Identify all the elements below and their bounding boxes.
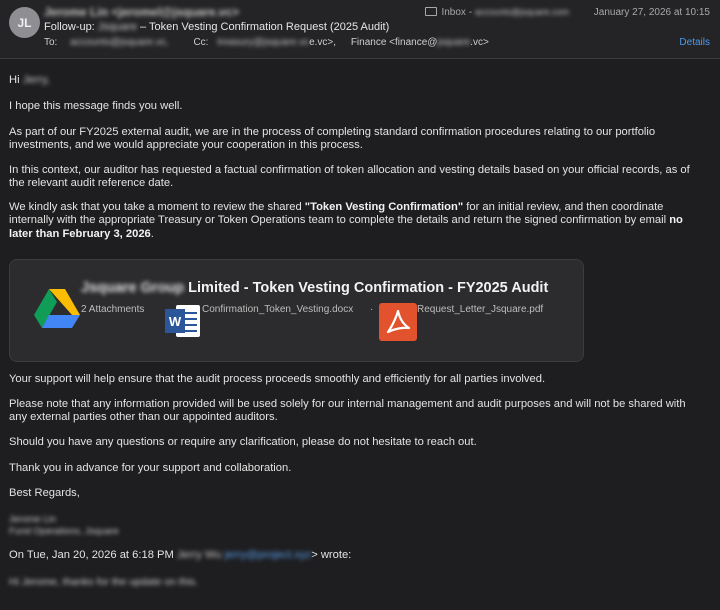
paragraph-7: Should you have any questions or require any clarification, please do not hesitate to reach out. [9, 436, 477, 448]
p4-doc-name: "Token Vesting Confirmation" [304, 201, 464, 213]
separator-2: · [370, 304, 374, 315]
p4-a: We kindly ask that you take a moment to review the shared [9, 201, 305, 213]
sign-off: Best Regards, [9, 487, 80, 499]
paragraph-3: In this context, our auditor has requested a factual confirmation of token allocation and vesting details based on your official records, as of the relevant audit reference date. [9, 164, 690, 190]
cc-label: Cc: [193, 37, 209, 48]
attachment-card-title[interactable] [81, 280, 548, 296]
recipients-row [44, 37, 489, 48]
attachment-file-2[interactable]: Request_Letter_Jsquare.pdf [417, 304, 544, 315]
subject-redacted: Jsquare [97, 21, 137, 33]
p4-deadline: no later than February 3, 2026 [9, 214, 683, 240]
paragraph-4 [9, 201, 699, 241]
finance-redacted: jsquare [437, 37, 471, 48]
attachment-card[interactable] [9, 259, 584, 362]
subject-rest: – Token Vesting Confirmation Request (2025 Audit) [136, 21, 390, 33]
quoted-text: Hi Jerome, thanks for the update on this. [9, 576, 199, 588]
greeting-name: Jerry, [22, 74, 50, 86]
word-doc-icon[interactable] [164, 303, 202, 339]
mailbox-label: Inbox - [441, 7, 475, 18]
greeting [9, 74, 699, 87]
signature-name: Jerome Lin [9, 514, 56, 525]
quote-suffix: > wrote: [311, 549, 352, 561]
sender-avatar[interactable]: JL [9, 7, 40, 38]
cc-suffix: e.vc>, [309, 37, 337, 48]
paragraph-6: Please note that any information provided will be used solely for our internal management and audit purposes and will not be shared with any external parties other than our appointed auditors. [9, 398, 686, 424]
google-drive-icon [34, 289, 80, 330]
mailbox-redacted: accounts@jsquare.com [474, 7, 570, 17]
attachments-count: 2 Attachments [81, 304, 145, 315]
card-title-redacted: Jsquare Group [81, 280, 185, 296]
finance-suffix: .vc> [470, 37, 489, 48]
sender-name[interactable] [44, 5, 239, 19]
finance-label: Finance <finance@ [350, 37, 438, 48]
p4-c: for an initial review, and then coordinate internally with the appropriate Treasury or Token Operations team to complete the details and return the signed confirmation by email [9, 201, 670, 227]
signature-title: Fund Operations, Jsquare [9, 526, 119, 537]
paragraph-1: I hope this message finds you well. [9, 100, 183, 112]
quote-email-link[interactable]: jerry@project.xyz [224, 549, 312, 561]
attachment-file-1[interactable]: Confirmation_Token_Vesting.docx [202, 304, 354, 315]
message-header [0, 0, 720, 59]
quote-header [9, 549, 351, 561]
to-recipient[interactable]: accounts@jsquare.vc, [70, 37, 169, 48]
to-label: To: [44, 37, 58, 48]
cc-recipient[interactable]: treasury@jsquare.vc [217, 37, 310, 48]
paragraph-5: Your support will help ensure that the audit process proceeds smoothly and efficiently for all parties involved. [9, 373, 546, 385]
card-title-rest: Limited - Token Vesting Confirmation - FY2025 Audit [184, 280, 549, 296]
greeting-prefix: Hi [9, 74, 20, 86]
quote-prefix: On Tue, Jan 20, 2026 at 6:18 PM [9, 549, 174, 561]
message-date: January 27, 2026 at 10:15 [593, 7, 710, 18]
subject-prefix: Follow-up: [44, 21, 98, 33]
details-link[interactable]: Details [679, 37, 710, 48]
folder-icon [425, 7, 437, 16]
sender-name-redacted: Jerome Lin <jeromel@jsquare.vc> [44, 5, 240, 19]
finance-recipient[interactable] [351, 37, 489, 48]
paragraph-2: As part of our FY2025 external audit, we are in the process of completing standard confirmation procedures relating to our portfolio investments, and we would appreciate your cooperation in this process. [9, 126, 656, 152]
message-meta [425, 7, 710, 18]
quote-name: Jerry Wu [176, 549, 222, 561]
subject-line [44, 21, 389, 33]
svg-text:W: W [168, 314, 182, 329]
pdf-icon[interactable] [379, 303, 417, 341]
paragraph-8: Thank you in advance for your support and collaboration. [9, 462, 292, 474]
p4-e: . [150, 227, 154, 240]
